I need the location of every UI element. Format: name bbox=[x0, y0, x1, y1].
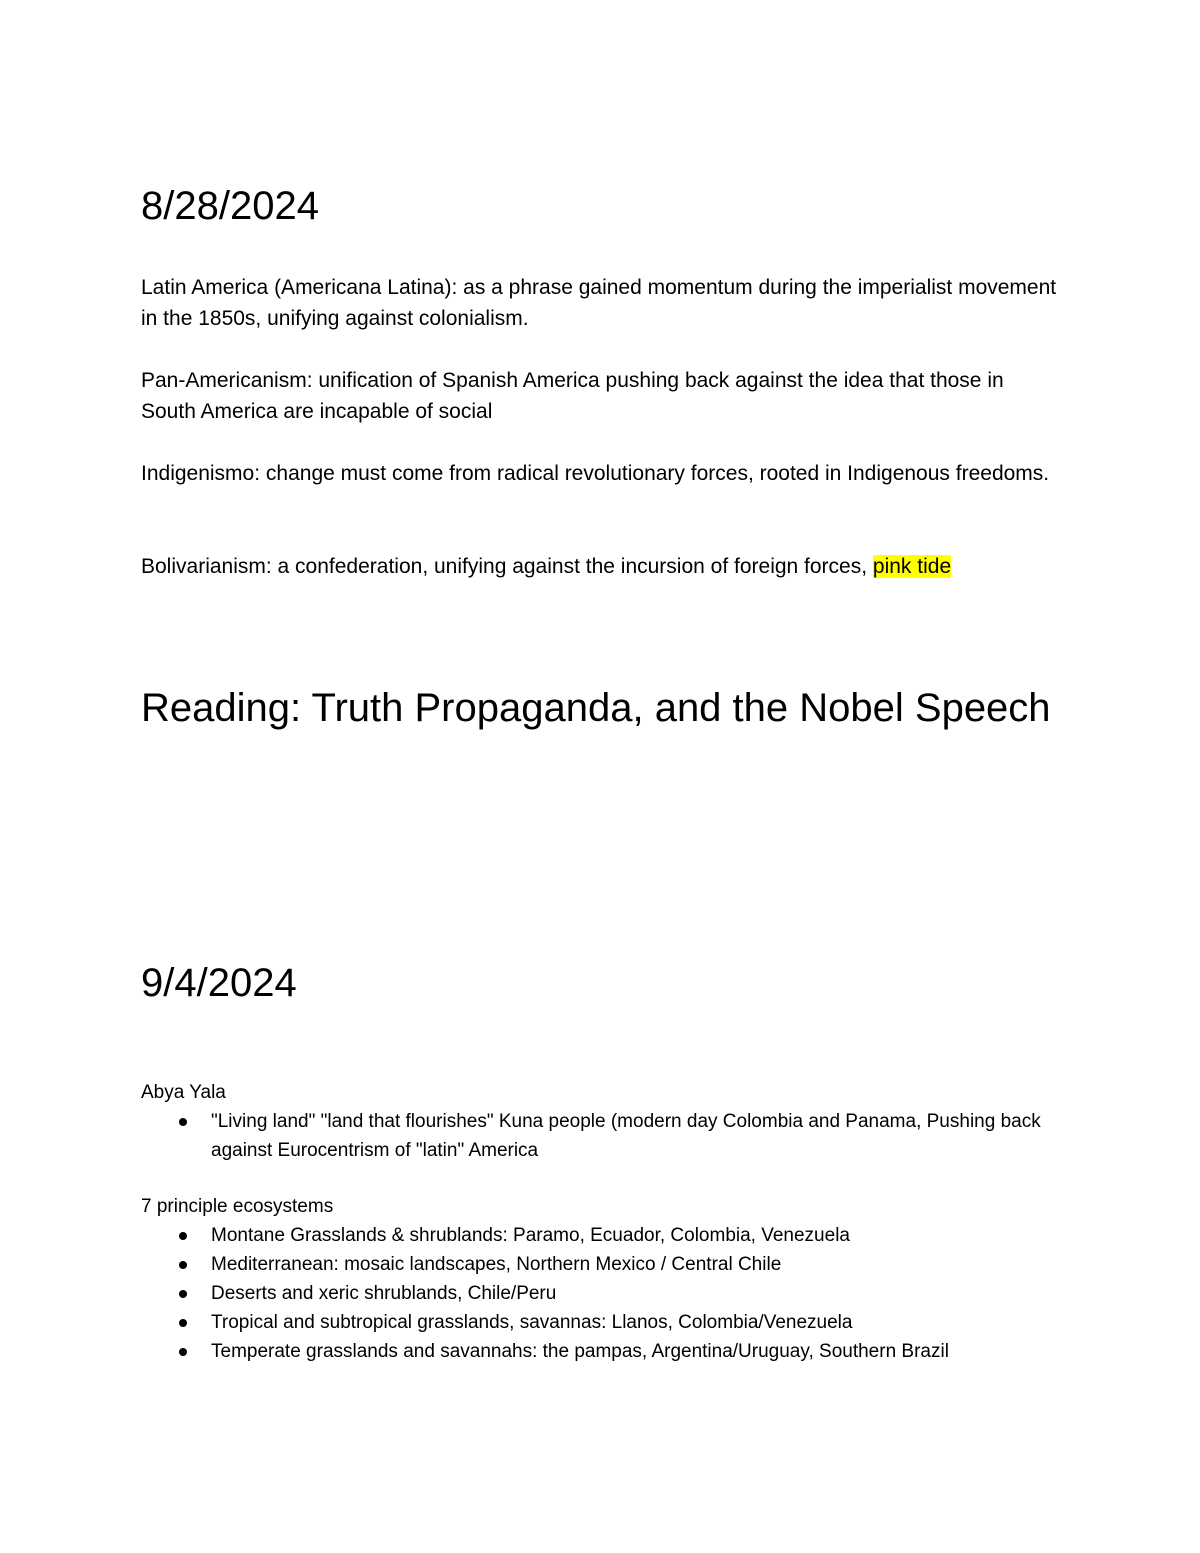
list-item bbox=[141, 1308, 1061, 1337]
bullet-list bbox=[141, 1107, 1061, 1165]
entry-text: Latin America (Americana Latina): as a phrase gained momentum during the imperialist movement in the 1850s, unifying against colonialism. bbox=[141, 276, 1057, 330]
entry-bolivarianism bbox=[141, 551, 1061, 582]
list-item bbox=[141, 1337, 1061, 1366]
bullet-icon bbox=[179, 1118, 187, 1126]
bullet-icon bbox=[179, 1290, 187, 1298]
section-label: 7 principle ecosystems bbox=[141, 1196, 334, 1217]
bullet-list bbox=[141, 1221, 1061, 1366]
entry-pan-americanism bbox=[141, 365, 1061, 427]
entry-text: Bolivarianism: a confederation, unifying against the incursion of foreign forces, bbox=[141, 555, 873, 578]
date-heading-1: 8/28/2024 bbox=[141, 184, 319, 228]
list-item-text: Deserts and xeric shrublands, Chile/Peru bbox=[211, 1283, 557, 1304]
list-item-text: Montane Grasslands & shrublands: Paramo, Ecuador, Colombia, Venezuela bbox=[211, 1225, 850, 1246]
list-item-text: Temperate grasslands and savannahs: the pampas, Argentina/Uruguay, Southern Brazil bbox=[211, 1341, 949, 1362]
section-label: Abya Yala bbox=[141, 1082, 226, 1103]
list-item-text: "Living land" "land that flourishes" Kuna people (modern day Colombia and Panama, Pushing back against Eurocentrism of "latin" America bbox=[211, 1111, 1041, 1161]
entry-text: Indigenismo: change must come from radical revolutionary forces, rooted in Indigenous freedoms. bbox=[141, 462, 1050, 485]
bullet-icon bbox=[179, 1319, 187, 1327]
entry-indigenismo bbox=[141, 458, 1061, 489]
ecosystems-section bbox=[141, 1192, 1061, 1366]
list-item bbox=[141, 1221, 1061, 1250]
list-item bbox=[141, 1250, 1061, 1279]
entry-text: Pan-Americanism: unification of Spanish America pushing back against the idea that those in South America are incapable of social bbox=[141, 369, 1004, 423]
list-item bbox=[141, 1279, 1061, 1308]
list-item-text: Mediterranean: mosaic landscapes, Northern Mexico / Central Chile bbox=[211, 1254, 782, 1275]
list-item-text: Tropical and subtropical grasslands, savannas: Llanos, Colombia/Venezuela bbox=[211, 1312, 853, 1333]
entry-latin-america bbox=[141, 272, 1061, 334]
abya-yala-section bbox=[141, 1078, 1061, 1165]
bullet-icon bbox=[179, 1348, 187, 1356]
list-item bbox=[141, 1107, 1061, 1165]
highlighted-text: pink tide bbox=[872, 555, 952, 578]
date-heading-2: 9/4/2024 bbox=[141, 961, 297, 1005]
bullet-icon bbox=[179, 1232, 187, 1240]
reading-heading: Reading: Truth Propaganda, and the Nobel Speech bbox=[141, 686, 1051, 730]
bullet-icon bbox=[179, 1261, 187, 1269]
